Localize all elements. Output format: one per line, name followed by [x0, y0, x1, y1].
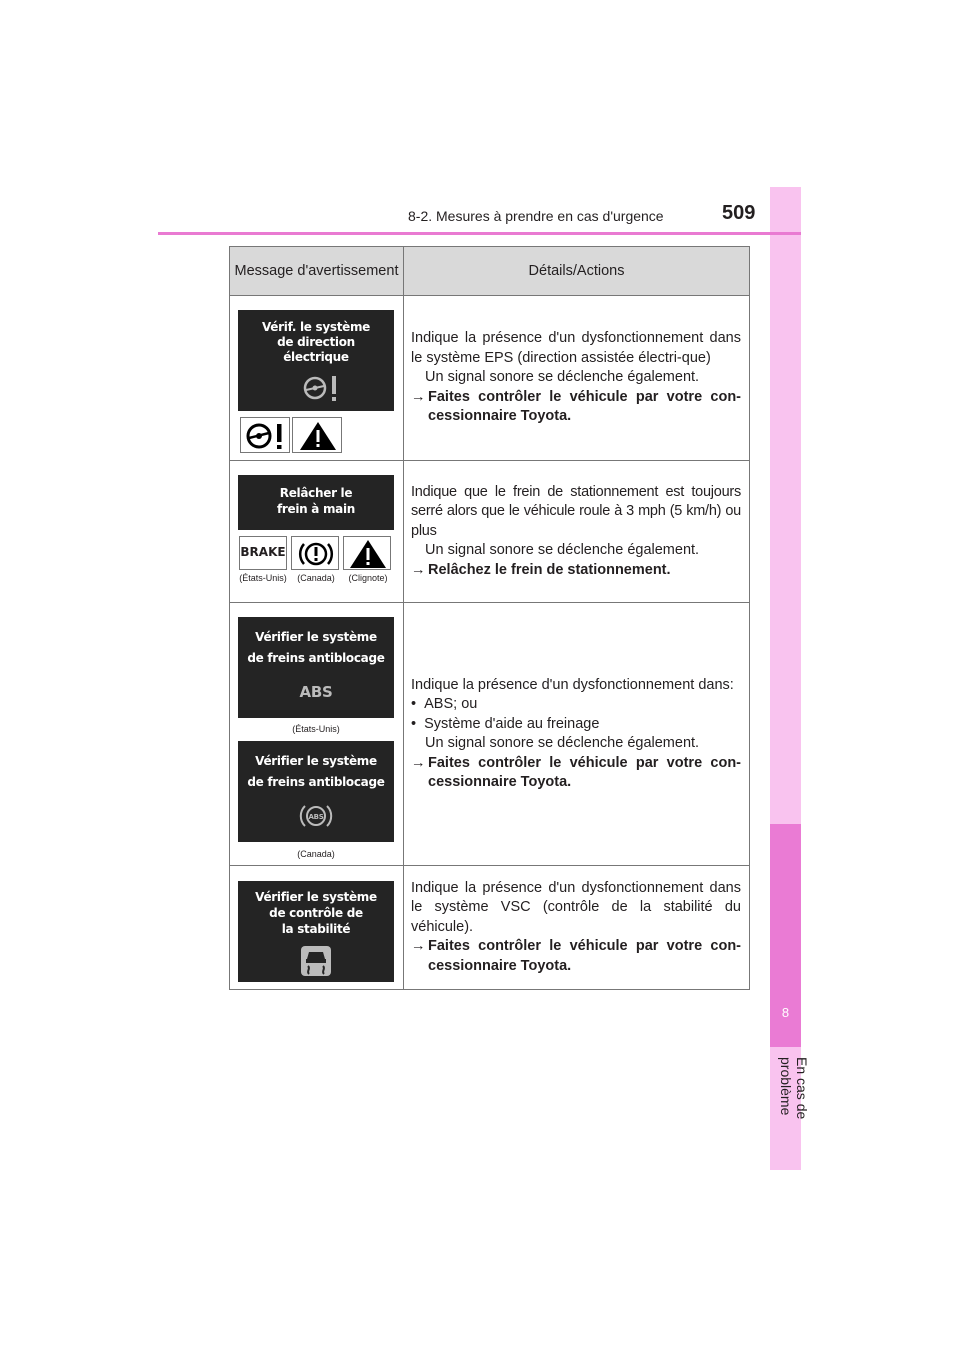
details-cell: [404, 461, 749, 602]
warning-triangle-icon: [344, 537, 392, 571]
steering-warning-icon-box: [240, 417, 290, 453]
screen-caption: (Canada): [297, 849, 335, 859]
action-label: Faites contrôler le véhicule par votre con-cessionnaire Toyota.: [428, 938, 741, 974]
table-row: [230, 460, 749, 602]
description-text: Indique la présence d'un dysfonctionnement dans:: [411, 676, 734, 693]
bullet-icon: •: [411, 715, 425, 732]
bullet-text: ABS; ou: [424, 696, 478, 712]
table-row: [230, 602, 749, 865]
bullet-text: Système d'aide au freinage: [424, 715, 600, 732]
section-title: 8-2. Mesures à prendre en cas d'urgence: [408, 208, 664, 224]
warning-triangle-icon-box: [343, 536, 391, 570]
steering-warning-icon: [241, 418, 291, 454]
screen-line: Vérif. le système: [261, 320, 371, 334]
action-text: [411, 388, 741, 427]
arrow-icon: →: [411, 754, 426, 771]
eps-warning-screen: [238, 310, 394, 411]
col-header-message: [230, 247, 404, 295]
table-row: [230, 295, 749, 460]
screen-line: Vérifier le système: [255, 754, 377, 768]
chapter-title: En cas de problème: [778, 1057, 810, 1120]
skid-car-icon: [300, 945, 332, 977]
description-text: Indique que le frein de stationnement est toujours serré alors que le véhicule roule à 3 mph (5 km/h) ou plus: [411, 483, 741, 539]
header-rule-extension: [770, 232, 801, 235]
screen-line: de freins antiblocage: [247, 775, 385, 789]
chapter-number: 8: [781, 1005, 790, 1020]
icon-caption: (Canada): [297, 573, 335, 583]
screen-line: de freins antiblocage: [247, 651, 385, 665]
screen-line: électrique: [283, 350, 349, 364]
beep-text: Un signal sonore se déclenche également.: [425, 542, 700, 559]
message-cell: [230, 603, 404, 865]
action-label: Faites contrôler le véhicule par votre con-cessionnaire Toyota.: [428, 754, 741, 790]
screen-line: la stabilité: [281, 922, 351, 936]
vsc-warning-screen: [238, 881, 394, 982]
col-header-details-text: Détails/Actions: [528, 262, 625, 279]
abs-circle-label: ABS: [308, 813, 324, 821]
brake-text-icon: BRAKE: [240, 545, 286, 559]
parking-brake-icon-box: [291, 536, 339, 570]
bullet-icon: •: [411, 696, 425, 712]
details-cell: [404, 866, 749, 989]
table-row: [230, 865, 749, 989]
action-label: Relâchez le frein de stationnement.: [428, 561, 671, 578]
details-cell: [404, 603, 749, 865]
bullet-item: [411, 715, 741, 735]
arrow-icon: →: [411, 561, 426, 578]
page-number: 509: [722, 202, 756, 224]
message-cell: [230, 866, 404, 989]
parking-brake-icon: [292, 537, 340, 571]
arrow-icon: →: [411, 938, 426, 955]
beep-text: Un signal sonore se déclenche également.: [425, 735, 700, 751]
steering-warning-icon: [302, 374, 346, 404]
beep-text: Un signal sonore se déclenche également.: [425, 369, 700, 386]
col-header-message-text: Message d'avertissement: [234, 262, 399, 279]
chapter-tab: [770, 187, 810, 1170]
message-cell: [230, 296, 404, 460]
table-header-row: [230, 247, 749, 295]
arrow-icon: →: [411, 388, 426, 405]
header-rule: [158, 232, 770, 235]
col-header-details: [404, 247, 749, 295]
action-text: [411, 561, 741, 581]
message-cell: [230, 461, 404, 602]
warning-messages-table: [229, 246, 750, 990]
brake-text-icon-box: [239, 536, 287, 570]
bullet-item: [411, 695, 741, 715]
action-text: [411, 937, 741, 976]
warning-triangle-icon-box: [292, 417, 342, 453]
screen-line: Vérifier le système: [255, 890, 377, 904]
screen-line: de contrôle de: [269, 906, 363, 920]
action-label: Faites contrôler le véhicule par votre con-cessionnaire Toyota.: [428, 388, 741, 425]
screen-line: de direction: [277, 335, 355, 349]
warning-triangle-icon: [293, 418, 343, 454]
screen-line: Relâcher le: [279, 486, 353, 500]
icon-caption: (Clignote): [348, 573, 388, 583]
abs-text-icon: ABS: [299, 683, 333, 701]
details-cell: [404, 296, 749, 460]
screen-line: Vérifier le système: [255, 630, 377, 644]
screen-line: frein à main: [276, 502, 356, 516]
abs-warning-screen-usa: [238, 617, 394, 718]
screen-caption: (États-Unis): [292, 724, 340, 734]
description-text: Indique la présence d'un dysfonctionnement dans le système VSC (contrôle de la stabilité du véhicule).: [411, 879, 741, 935]
icon-caption: (États-Unis): [239, 573, 287, 583]
action-text: [411, 754, 741, 793]
description-text: Indique la présence d'un dysfonctionnement dans le système EPS (direction assistée électri-que): [411, 330, 741, 366]
abs-circle-icon: [298, 801, 334, 831]
abs-warning-screen-canada: [238, 741, 394, 842]
parking-brake-screen: [238, 475, 394, 530]
